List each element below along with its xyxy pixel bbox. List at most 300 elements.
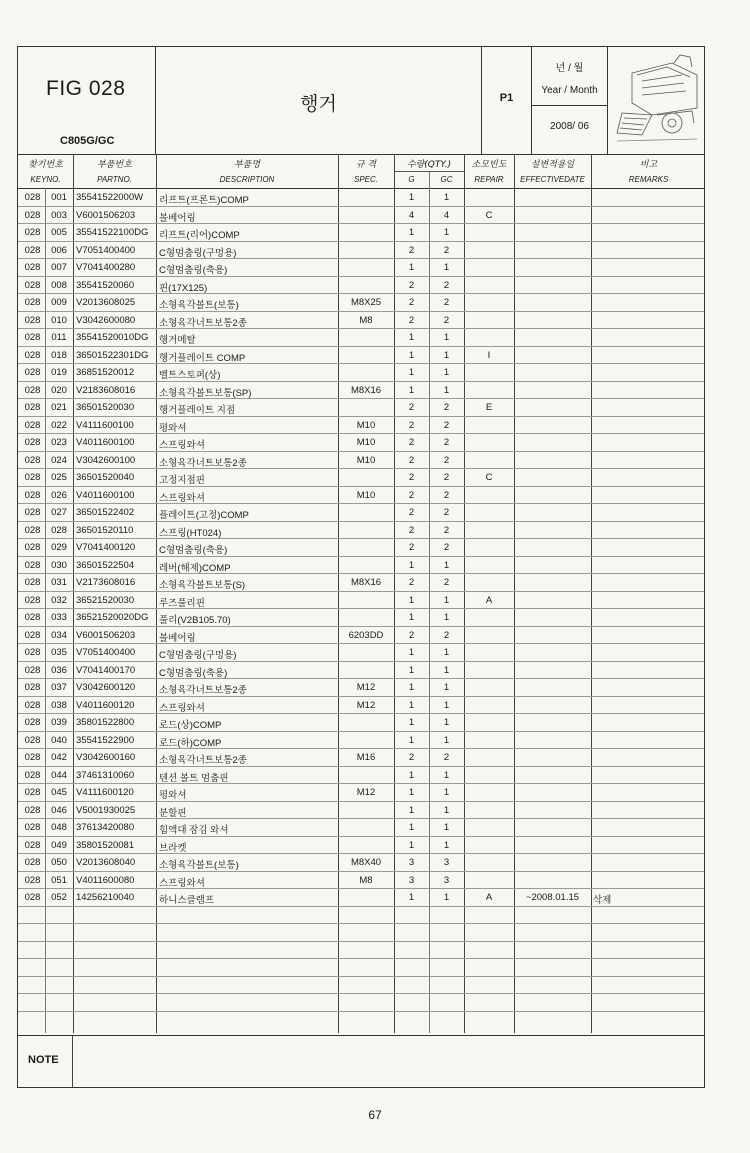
cell-desc: 레버(해제)COMP [159,562,231,574]
cell-key: 019 [51,367,67,378]
year-month-ko: 년 / 월 [555,63,584,74]
cell-part: 36521520020DG [76,612,149,623]
page-code-cell [482,47,532,154]
cell-g: 2 [408,244,415,256]
table-row [18,627,704,645]
cell-g: 3 [408,874,415,886]
cell-part: 35541520010DG [76,332,149,343]
cell-g: 1 [408,839,415,851]
table-row [18,329,704,347]
cell-desc: 볼베어링 [159,212,196,224]
cell-gc: 2 [443,577,450,588]
table-row [18,977,704,995]
cell-key: 030 [51,559,67,571]
table-row [18,364,704,382]
cell-fig: 028 [24,472,41,483]
cell-desc: 플레이트(고정)COMP [159,510,249,521]
cell-desc: C형멈춤링(구멍용) [159,247,237,259]
col-spec-en: SPEC. [353,175,378,184]
cell-key: 021 [51,402,67,413]
col-partno-ko: 부품번호 [97,160,132,170]
cell-key: 009 [51,297,67,308]
cell-gc: 1 [443,787,450,798]
col-desc-en: DESCRIPTION [219,175,275,184]
table-row [18,714,704,732]
table-row [18,522,704,540]
cell-gc: 1 [443,664,450,676]
cell-gc: 2 [443,402,450,413]
cell-gc: 1 [443,699,450,711]
cell-desc: 로드(상)COMP [159,720,222,731]
page-number: 67 [368,1108,382,1122]
cell-gc: 1 [443,734,450,746]
cell-desc: 행거메탈 [159,335,196,346]
cell-g: 1 [408,717,415,728]
cell-desc: 소형육각너트보통2종 [159,317,247,329]
cell-g: 1 [408,367,415,378]
col-rem-ko: 비고 [639,160,658,170]
cell-part: 35801522800 [76,717,135,728]
title-cell [156,47,482,154]
cell-key: 042 [51,752,67,763]
table-row [18,802,704,820]
cell-fig: 028 [24,192,41,203]
cell-desc: 힘액대 잠김 와셔 [159,825,229,836]
table-row [18,732,704,750]
cell-part: V6001506203 [76,629,136,641]
cell-part: 37613420080 [76,822,135,833]
cell-key: 044 [51,769,67,781]
cell-fig: 028 [24,857,41,868]
cell-part: V4011600080 [76,874,135,886]
fig-number: FIG 028 [46,77,126,100]
cell-desc: 텐션 볼트 멈춤핀 [159,772,229,784]
cell-desc: 풀리(V2B105.70) [159,615,231,626]
cell-key: 023 [51,437,67,448]
cell-gc: 1 [443,612,450,623]
cell-part: V5001930025 [76,804,136,816]
cell-key: 031 [51,577,67,588]
table-row [18,889,704,907]
table-row [18,417,704,435]
cell-key: 010 [51,314,67,326]
cell-g: 2 [408,419,415,431]
combine-harvester-illustration [612,53,702,149]
cell-desc: 스프링와셔 [159,877,205,889]
cell-desc: 리프트(리어)COMP [159,230,240,241]
cell-spec: M10 [356,437,376,448]
cell-fig: 028 [24,629,41,641]
cell-part: V7041400170 [76,664,136,676]
cell-key: 006 [51,244,67,256]
cell-g: 2 [408,279,415,291]
cell-spec: M10 [356,454,376,466]
cell-repair: C [485,472,493,483]
col-qty-ko: 수량(QTY.) [406,160,452,170]
cell-g: 2 [408,437,415,448]
col-qty-g: G [408,175,415,184]
cell-spec: M8X16 [350,384,382,396]
cell-spec: M8X16 [350,577,382,588]
cell-gc: 1 [443,384,450,396]
cell-desc: 소형육각볼트(보통) [159,860,239,871]
cell-desc: 평와셔 [159,422,187,434]
cell-part: 35541520060 [76,279,135,291]
cell-key: 036 [51,664,67,676]
cell-fig: 028 [24,349,41,361]
cell-fig: 028 [24,454,41,466]
cell-desc: 행거플레이트 COMP [159,352,246,364]
cell-g: 2 [408,297,415,308]
table-row [18,679,704,697]
cell-fig: 028 [24,892,41,903]
col-eff-ko: 설변적용일 [530,160,575,170]
cell-part: 35541522100DG [76,227,149,238]
col-eff-en: EFFECTIVEDATE [520,175,585,184]
cell-g: 1 [408,262,415,273]
cell-fig: 028 [24,682,41,693]
cell-desc: 고정지점핀 [159,475,205,486]
table-row [18,837,704,855]
cell-fig: 028 [24,384,41,396]
table-row [18,942,704,960]
cell-key: 025 [51,472,67,483]
cell-spec: M12 [356,699,376,711]
cell-spec: M12 [356,682,376,693]
cell-fig: 028 [24,559,41,571]
table-row [18,242,704,260]
cell-gc: 1 [443,227,450,238]
table-row [18,434,704,452]
cell-spec: M12 [356,787,376,798]
col-partno-en: PARTNO. [97,175,132,184]
table-row [18,452,704,470]
cell-fig: 028 [24,594,41,606]
cell-eff: ~2008.01.15 [525,892,580,903]
cell-desc: 리프트(프론트)COMP [159,195,249,206]
cell-gc: 2 [443,297,450,308]
cell-fig: 028 [24,787,41,798]
col-keyno-en: KEYNO. [30,175,61,184]
cell-part: 36501522402 [76,507,135,518]
cell-g: 1 [408,559,415,571]
cell-key: 020 [51,384,67,396]
table-row [18,504,704,522]
table-row [18,959,704,977]
table-row [18,907,704,925]
cell-gc: 1 [443,647,450,658]
cell-fig: 028 [24,279,41,291]
cell-fig: 028 [24,822,41,833]
table-row [18,539,704,557]
table-row [18,767,704,785]
cell-key: 029 [51,542,67,553]
note-label: NOTE [28,1054,59,1066]
cell-spec: M8X25 [350,297,382,308]
cell-part: 36521520030 [76,594,135,606]
col-repair-ko: 소모빈도 [471,160,507,170]
cell-key: 003 [51,209,67,221]
col-repair-en: REPAIR [474,175,504,184]
cell-g: 2 [408,577,415,588]
cell-part: V2013608040 [76,857,136,868]
cell-fig: 028 [24,524,41,536]
cell-desc: 소형육각너트보통2종 [159,685,247,696]
cell-g: 1 [408,699,415,711]
table-row [18,189,704,207]
cell-part: 14256210040 [76,892,135,903]
cell-gc: 1 [443,892,450,903]
cell-fig: 028 [24,314,41,326]
cell-part: V4011600100 [76,489,135,501]
cell-desc: 볼베어링 [159,632,196,644]
machine-image-cell [608,47,706,154]
cell-gc: 2 [443,489,450,501]
cell-gc: 2 [443,542,450,553]
table-row [18,784,704,802]
cell-g: 2 [408,542,415,553]
cell-part: V4011600100 [76,437,135,448]
cell-gc: 2 [443,472,450,483]
cell-repair: C [485,209,493,221]
col-desc-ko: 부품명 [233,160,261,170]
cell-gc: 2 [443,314,450,326]
table-row [18,207,704,225]
cell-g: 1 [408,384,415,396]
cell-fig: 028 [24,769,41,781]
cell-part: V2173608016 [76,577,136,588]
cell-gc: 1 [443,367,450,378]
cell-fig: 028 [24,419,41,431]
cell-fig: 028 [24,699,41,711]
table-row [18,224,704,242]
cell-desc: 스프링와셔 [159,702,205,714]
cell-fig: 028 [24,507,41,518]
cell-key: 034 [51,629,67,641]
cell-gc: 2 [443,629,450,641]
table-row [18,994,704,1012]
cell-fig: 028 [24,489,41,501]
table-row [18,924,704,942]
cell-part: V7051400400 [76,647,136,658]
table-row [18,749,704,767]
cell-part: V2183608016 [76,384,136,396]
cell-gc: 1 [443,822,450,833]
cell-part: 35801520081 [76,839,135,851]
cell-part: 36501522301DG [76,349,149,361]
column-header [18,154,704,189]
cell-key: 048 [51,822,67,833]
table-row [18,609,704,627]
cell-part: 37461310060 [76,769,135,781]
cell-key: 038 [51,699,67,711]
cell-spec: M10 [356,489,376,501]
col-rem-en: REMARKS [628,175,669,184]
cell-g: 2 [408,489,415,501]
cell-key: 028 [51,524,67,536]
cell-fig: 028 [24,367,41,378]
cell-gc: 1 [443,769,450,781]
cell-part: 36501520110 [76,524,134,536]
cell-gc: 1 [443,192,450,203]
cell-key: 040 [51,734,67,746]
cell-gc: 1 [443,262,450,273]
table-row [18,592,704,610]
cell-spec: M8 [359,874,373,886]
table-row [18,382,704,400]
cell-gc: 1 [443,804,450,816]
cell-desc: 행거플레이트 지점 [159,405,236,416]
cell-spec: M10 [356,419,376,431]
cell-key: 032 [51,594,67,606]
cell-part: V4011600120 [76,699,135,711]
col-spec-ko: 규 격 [355,160,377,170]
cell-desc: 핀(17X125) [159,282,208,294]
cell-g: 1 [408,892,415,903]
cell-fig: 028 [24,839,41,851]
table-row [18,277,704,295]
cell-part: V3042600120 [76,682,136,693]
cell-repair: E [485,402,493,413]
cell-key: 005 [51,227,67,238]
fig-cell [18,47,156,154]
cell-key: 027 [51,507,67,518]
table-row [18,557,704,575]
cell-fig: 028 [24,437,41,448]
cell-desc: 브라켓 [159,842,187,854]
cell-key: 033 [51,612,67,623]
cell-g: 1 [408,734,415,746]
cell-key: 001 [51,192,67,203]
cell-gc: 1 [443,682,450,693]
year-month-cell [532,47,608,154]
cell-fig: 028 [24,297,41,308]
cell-key: 051 [51,874,67,886]
cell-gc: 2 [443,524,450,536]
table-row [18,872,704,890]
cell-desc: 로드(하)COMP [159,737,222,749]
cell-fig: 028 [24,262,41,273]
cell-spec: M8 [359,314,373,326]
page-code: P1 [499,92,514,104]
cell-key: 007 [51,262,67,273]
cell-spec: M8X40 [350,857,382,868]
cell-fig: 028 [24,664,41,676]
cell-key: 022 [51,419,67,431]
cell-g: 1 [408,822,415,833]
cell-gc: 3 [443,857,450,868]
cell-desc: 소형육각볼트보통(SP) [159,387,252,399]
model-code: C805G/GC [60,135,115,147]
cell-part: 35541522900 [76,734,135,746]
cell-g: 2 [408,629,415,641]
table-row [18,294,704,312]
cell-fig: 028 [24,752,41,763]
table-row [18,399,704,417]
cell-part: V2013608025 [76,297,136,308]
cell-fig: 028 [24,227,41,238]
cell-key: 018 [51,349,67,361]
cell-g: 1 [408,647,415,658]
cell-g: 1 [408,612,415,623]
cell-part: 36851520012 [76,367,135,378]
cell-desc: 스프링와셔 [159,440,205,451]
cell-part: V4111600100 [76,419,134,431]
cell-key: 011 [51,332,67,343]
cell-desc: 분할핀 [159,807,187,819]
cell-key: 045 [51,787,67,798]
table-row [18,487,704,505]
cell-gc: 1 [443,594,450,606]
note-section [18,1035,704,1088]
cell-key: 037 [51,682,67,693]
col-keyno-ko: 찾기번호 [28,160,63,170]
cell-gc: 1 [443,839,450,851]
cell-fig: 028 [24,577,41,588]
cell-fig: 028 [24,647,41,658]
cell-desc: 하니스클램프 [159,895,215,906]
cell-g: 3 [408,857,415,868]
cell-desc: 소형육각너트보통2종 [159,755,247,766]
parts-sheet [17,46,705,1088]
cell-key: 039 [51,717,67,728]
cell-gc: 2 [443,507,450,518]
cell-fig: 028 [24,734,41,746]
cell-repair: A [485,892,493,903]
cell-desc: 소형육각볼트(보통) [159,300,239,311]
cell-gc: 4 [443,209,450,221]
cell-gc: 3 [443,874,450,886]
cell-desc: C형멈춤링(구멍용) [159,650,237,661]
cell-fig: 028 [24,332,41,343]
cell-gc: 2 [443,419,450,431]
cell-g: 1 [408,664,415,676]
cell-g: 2 [408,314,415,326]
cell-desc: 평와셔 [159,790,187,801]
cell-g: 2 [408,402,415,413]
year-month-en: Year / Month [541,85,598,96]
cell-key: 046 [51,804,67,816]
cell-repair: A [485,594,493,606]
cell-fig: 028 [24,874,41,886]
cell-part: V7041400120 [76,542,136,553]
cell-part: V3042600160 [76,752,136,763]
cell-key: 049 [51,839,67,851]
cell-key: 052 [51,892,67,903]
cell-desc: C형멈춤링(축용) [159,667,228,679]
cell-desc: 스프링와셔 [159,492,205,504]
cell-desc: 소형육각볼트보통(S) [159,580,246,591]
cell-fig: 028 [24,402,41,413]
cell-key: 026 [51,489,67,501]
cell-gc: 1 [443,349,450,361]
cell-g: 1 [408,787,415,798]
table-row [18,312,704,330]
table-row [18,697,704,715]
table-row [18,662,704,680]
cell-desc: 소형육각너트보통2종 [159,457,247,469]
cell-g: 2 [408,752,415,763]
cell-g: 1 [408,227,415,238]
cell-gc: 2 [443,279,450,291]
sheet-header [18,47,704,155]
cell-g: 2 [408,472,415,483]
cell-g: 1 [408,192,415,203]
cell-part: V4111600120 [76,787,134,798]
cell-fig: 028 [24,612,41,623]
cell-desc: C형멈춤링(축용) [159,545,228,556]
cell-g: 2 [408,507,415,518]
